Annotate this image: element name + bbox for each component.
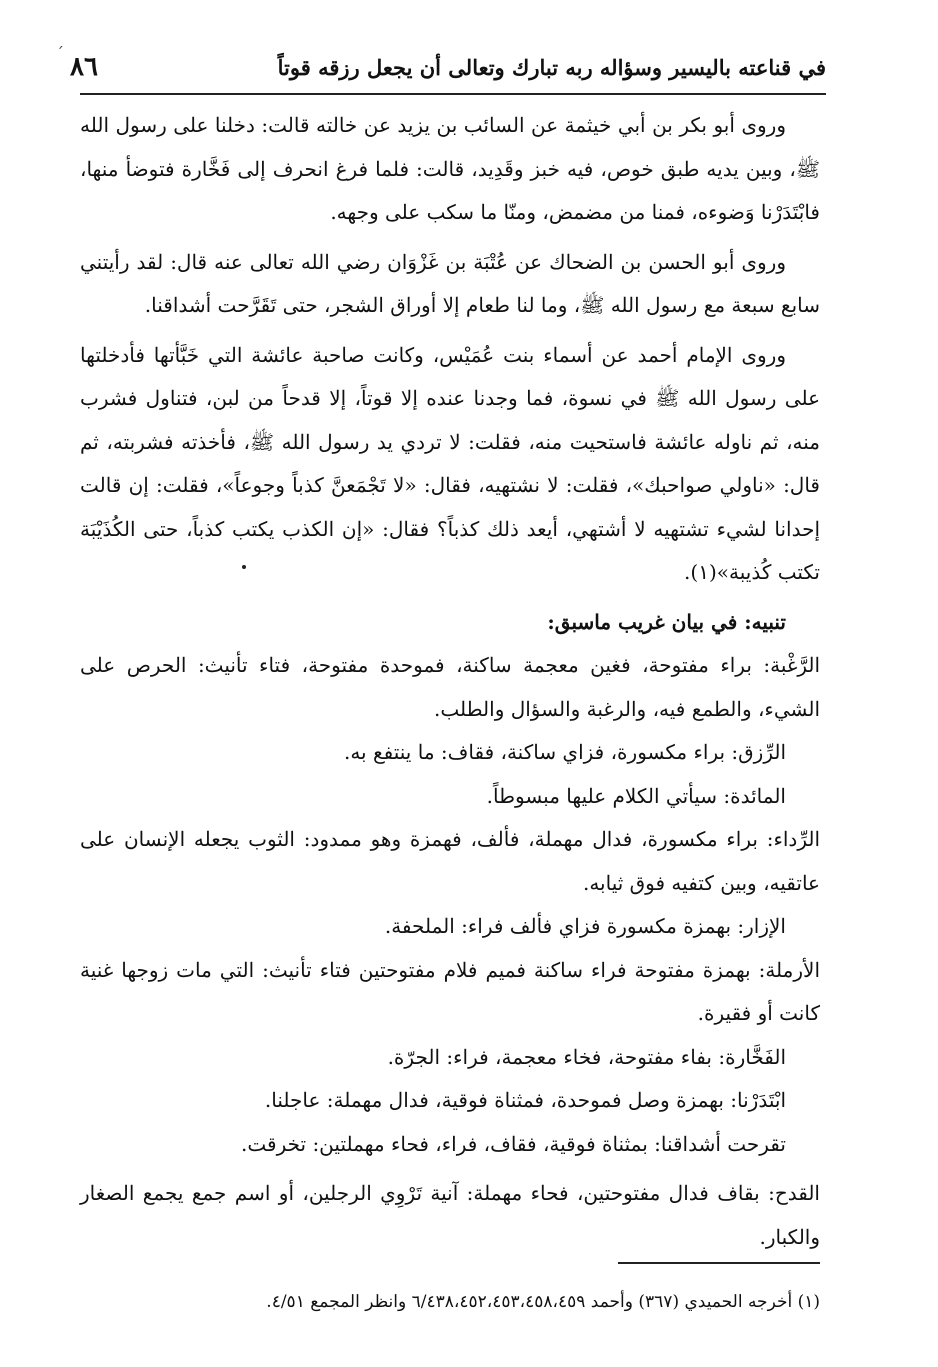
main-text <box>80 104 820 1259</box>
header-rule <box>80 93 826 95</box>
scan-corner-mark: ´ <box>56 44 64 63</box>
gloss-armala: الأرملة: بهمزة مفتوحة فراء ساكنة فميم فلام مفتوحتين فتاء تأنيث: التي مات زوجها غنية كانت أو فقيرة. <box>80 957 820 1025</box>
paragraph-khaythama: وروى أبو بكر بن أبي خيثمة عن السائب بن يزيد عن خالته قالت: دخلنا على رسول الله ﷺ، وبين يديه طبق خوص، فيه خبز وقَدِيد، قالت: فلما فرغ انحرف إلى فَخَّارة فتوضأ منها، فابْتَدَرْنا وَضوءه، فمنا من مضمض، ومنّا ما سكب على وجهه. <box>80 113 820 224</box>
gloss-qadah: القدح: بقاف فدال مفتوحتين، فحاء مهملة: آنية تَرْوِي الرجلين، أو اسم جمع يجمع الصغار والكبار. <box>80 1181 820 1249</box>
gloss-rizq: الرِّزق: براء مكسورة، فزاي ساكنة، فقاف: ما ينتفع به. <box>343 740 786 764</box>
ink-dot <box>242 565 246 569</box>
running-title: في قناعته باليسير وسؤاله ربه تبارك وتعالى أن يجعل رزقه قوتاً <box>277 54 826 80</box>
gloss-rida: الرِّداء: براء مكسورة، فدال مهملة، فألف، فهمزة وهو ممدود: الثوب يجعله الإنسان على عاتقيه، وبين كتفيه فوق ثيابه. <box>80 827 820 895</box>
paragraph-asma: وروى الإمام أحمد عن أسماء بنت عُمَيْس، وكانت صاحبة عائشة التي خَبَّأتها فأدخلتها على رسول الله ﷺ في نسوة، فما وجدنا عنده إلا قوتاً، إلا قدحاً من لبن، فتناول فشرب منه، ثم ناوله عائشة فاستحيت منه، فقلت: لا تردي يد رسول الله ﷺ، فأخذته فشربته، ثم قال: «ناولي صواحبك»، فقلت: لا نشتهيه، فقال: «لا تَجْمَعنَّ كذباً وجوعاً»، فقلت: إن قالت إحدانا لشيء تشتهيه لا أشتهي، أيعد ذلك كذباً؟ فقال: «إن الكذب يكتب كذباً، حتى الكُذَيْبَة تكتب كُذيبة»(١). <box>80 342 820 584</box>
page-number: ٨٦ <box>70 52 98 82</box>
gloss-maida: المائدة: سيأتي الكلام عليها مبسوطاً. <box>486 783 786 808</box>
running-head <box>70 44 826 90</box>
gloss-fakhkhara: الفَخَّارة: بفاء مفتوحة، فخاء معجمة، فراء: الجرّة. <box>387 1044 786 1069</box>
gloss-raghba: الرَّغْبة: براء مفتوحة، فغين معجمة ساكنة، فموحدة مفتوحة، فتاء تأنيث: الحرص على الشيء، والطمع فيه، والرغبة والسؤال والطلب. <box>80 653 821 721</box>
gloss-ibtadarna: ابْتَدَرْنا: بهمزة وصل فموحدة، فمثناة فوقية، فدال مهملة: عاجلنا. <box>264 1088 786 1112</box>
footnote: (١) أخرجه الحميدي (٣٦٧) وأحمد ٦/٤٣٨،٤٥٢،٤٥٣،٤٥٨،٤٥٩ وانظر المجمع ٤/٥١. <box>266 1292 820 1312</box>
gloss-taqarrahat: تقرحت أشداقنا: بمثناة فوقية، فقاف، فراء، فحاء مهملتين: تخرقت. <box>241 1131 786 1156</box>
paragraph-utba: وروى أبو الحسن بن الضحاك عن عُتْبَة بن غَزْوَان رضي الله تعالى عنه قال: لقد رأيتني سابع سبعة مع رسول الله ﷺ، وما لنا طعام إلا أوراق الشجر، حتى تَقَرَّحت أشداقنا. <box>80 249 820 317</box>
footnote-rule <box>618 1262 820 1264</box>
notice-heading: تنبيه: في بيان غريب ماسبق: <box>547 609 786 634</box>
gloss-izar: الإزار: بهمزة مكسورة فزاي فألف فراء: الملحفة. <box>384 914 786 938</box>
